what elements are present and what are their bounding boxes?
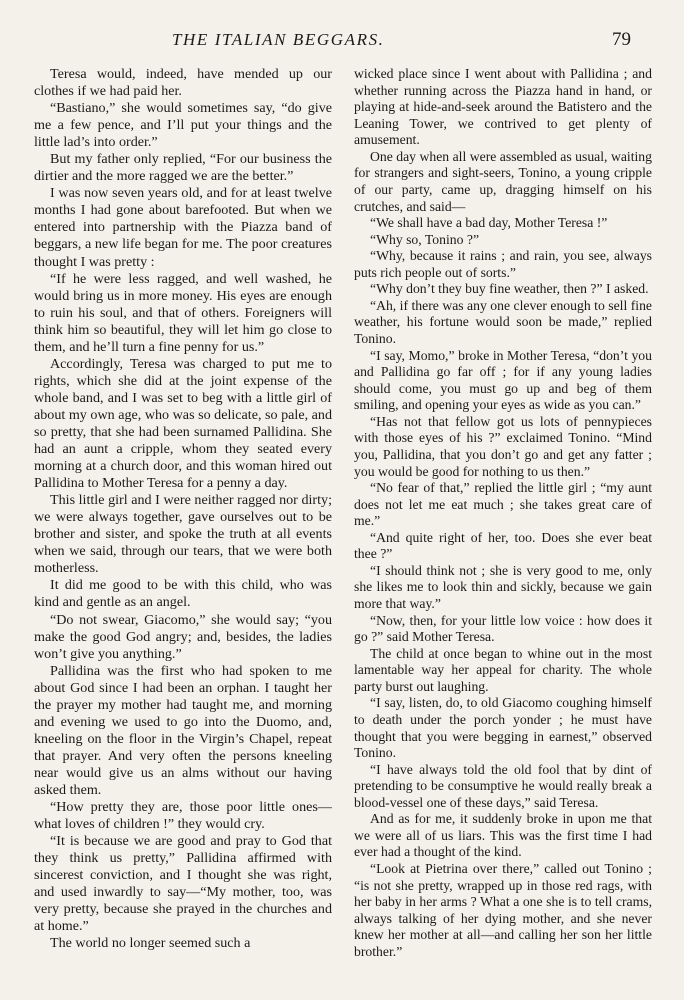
paragraph: “How pretty they are, those poor little ones—what loves of children !” they would cry. xyxy=(34,799,332,833)
paragraph: “Why so, Tonino ?” xyxy=(370,231,480,247)
paragraph: And as for me, it suddenly broke in upon me that we were all of us liars. This was the first time I had ever had a thought of the kind. xyxy=(354,811,652,860)
paragraph: “I have always told the old fool that by dint of pretending to be consumptive he would really break a blood-vessel one of these days,” said Teresa. xyxy=(354,761,652,810)
paragraph: One day when all were assembled as usual, waiting for strangers and sight-seers, Tonino, a young cripple of our party, came up, dragging himself on his crutches, and said— xyxy=(354,148,652,214)
paragraph: But my father only replied, “For our business the dirtier and the more ragged we are the better.” xyxy=(34,151,332,185)
paragraph: “No fear of that,” replied the little girl ; “my aunt does not let me eat much ; she takes great care of me.” xyxy=(354,480,652,529)
paragraph-continued: wicked place since I went about with Pallidina ; and whether running across the Piazza hand in hand, or playing at hide-and-seek around the Batistero and the Leaning Tower, we contrived to get plenty of amusement. xyxy=(354,66,652,148)
paragraph: “Do not swear, Giacomo,” she would say; “you make the good God angry; and, besides, the ladies won’t give you anything.” xyxy=(34,611,332,662)
paragraph: It did me good to be with this child, who was kind and gentle as an angel. xyxy=(34,577,332,611)
paragraph: “It is because we are good and pray to God that they think us pretty,” Pallidina affirmed with sincerest conviction, and I thought she was right, and used inwardly to say—“My mother, too, was very pretty, because she prayed in the churches and at home.” xyxy=(34,833,332,935)
paragraph: “I should think not ; she is very good to me, only she likes me to look thin and sickly, because we gain more that way.” xyxy=(354,562,652,611)
paragraph: The child at once began to whine out in the most lamentable way her appeal for charity. The whole party burst out laughing. xyxy=(354,645,652,694)
paragraph: “Why, because it rains ; and rain, you see, always puts rich people out of sorts.” xyxy=(354,248,652,280)
paragraph: I was now seven years old, and for at least twelve months I had gone about barefooted. But when we entered into partnership with the Piazza band of beggars, a new life began for me. The poor creatures thought I was pretty : xyxy=(34,185,332,270)
paragraph: The world no longer seemed such a xyxy=(50,935,251,952)
paragraph: “Bastiano,” she would sometimes say, “do give me a few pence, and I’ll put your things and the little lad’s into order.” xyxy=(34,100,332,151)
left-text-column xyxy=(34,66,332,952)
paragraph: “Look at Pietrina over there,” called out Tonino ; “is not she pretty, wrapped up in those red rags, with her baby in her arms ? What a one she is to tell crams, always talking of her dying mother, and she never knew her mother at all—and calling her son her little brother.” xyxy=(354,861,652,959)
paragraph: “Now, then, for your little low voice : how does it go ?” said Mother Teresa. xyxy=(354,612,652,645)
paragraph: Pallidina was the first who had spoken to me about God since I had been an orphan. I taught her the prayer my mother had taught me, and morning and evening we used to go into the Duomo, and, kneeling on the floor in the Virgin’s Chapel, repeat that prayer. And very often the persons kneeling near would give us an alms without our having asked them. xyxy=(34,662,332,798)
paragraph: This little girl and I were neither ragged nor dirty; we were always together, gave ourselves out to be brother and sister, and spoke the truth at all events when we said, through our tears, that we were both motherless. xyxy=(34,492,332,577)
paragraph: “We shall have a bad day, Mother Teresa !” xyxy=(370,215,608,231)
paragraph: “I say, Momo,” broke in Mother Teresa, “don’t you and Pallidina go far off ; for if any young ladies should come, you must go up and beg of them smiling, and opening your eyes as wide as you can.” xyxy=(354,347,652,413)
paragraph: “And quite right of her, too. Does she ever beat thee ?” xyxy=(354,529,652,562)
running-title: THE ITALIAN BEGGARS. xyxy=(172,30,385,49)
paragraph: “Ah, if there was any one clever enough to sell fine weather, his fortune would soon be made,” replied Tonino. xyxy=(354,297,652,346)
paragraph: “If he were less ragged, and well washed, he would bring us in more money. His eyes are enough to ruin his soul, and that of others. Foreigners will think him so beautiful, they will let him go close to them, and he’ll turn a fine penny for us.” xyxy=(34,270,332,355)
paragraph: “I say, listen, do, to old Giacomo coughing himself to death under the porch yonder ; he must have thought that you were begging in earnest,” observed Tonino. xyxy=(354,695,652,761)
paragraph: Accordingly, Teresa was charged to put me to rights, which she did at the joint expense of the whole band, and I was set to beg with a little girl of about my own age, who was so delicate, so pale, and so pretty, that she had been surnamed Pallidina. She had an aunt a cripple, whom they seated every morning at a church door, and this woman hired out Pallidina to Mother Teresa for a penny a day. xyxy=(34,355,332,492)
running-head xyxy=(0,30,684,54)
paragraph: Teresa would, indeed, have mended up our clothes if we had paid her. xyxy=(34,66,332,100)
paragraph: “Why don’t they buy fine weather, then ?” I asked. xyxy=(370,281,649,297)
page-number: 79 xyxy=(612,29,631,50)
right-text-column xyxy=(354,66,652,960)
paragraph: “Has not that fellow got us lots of pennypieces with those eyes of his ?” exclaimed Tonino. “Mind you, Pallidina, that you don’t go and get any fatter ; you would be good for nothing to us then.” xyxy=(354,413,652,479)
